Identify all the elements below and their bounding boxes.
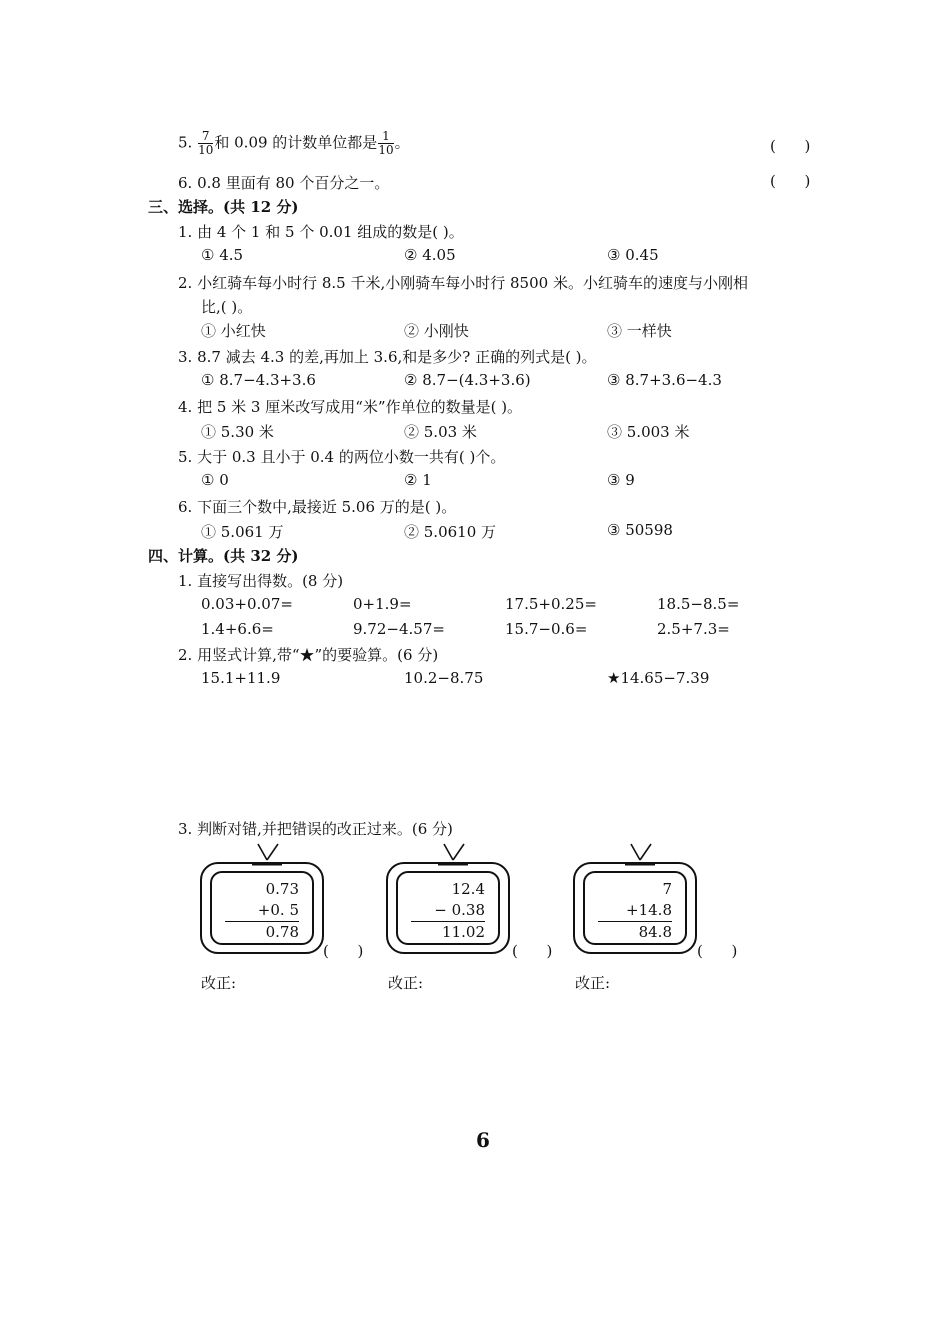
s3-q6-opt2[interactable]: ② 5.0610 万 [404, 523, 497, 541]
q5-answer-paren[interactable]: ( ) [770, 137, 811, 155]
tv-box-3 [573, 862, 697, 954]
s4-q3: 3. 判断对错,并把错误的改正过来。(6 分) [178, 820, 453, 838]
vertical-calc: 0.73 +0. 5 0.78 [212, 879, 312, 943]
box2-answer-paren[interactable]: ( ) [512, 942, 553, 960]
s3-q4-opt3[interactable]: ③ 5.003 米 [607, 423, 690, 441]
fix-label: 改正: [388, 974, 424, 992]
calc-item: 0.03+0.07= [201, 595, 293, 613]
q5-text: 和 0.09 的计数单位都是 [214, 133, 378, 152]
s3-q2-opt3[interactable]: ③ 一样快 [607, 322, 672, 340]
box1-answer-paren[interactable]: ( ) [323, 942, 364, 960]
fraction-1-10: $\frac{1}{10}$ [378, 129, 394, 157]
judge-q6: 6. 0.8 里面有 80 个百分之一。 [178, 174, 390, 192]
s3-q5-opt2[interactable]: ② 1 [404, 471, 432, 489]
antenna-icon [438, 842, 468, 866]
s3-q1-opt2[interactable]: ② 4.05 [404, 246, 456, 264]
calc-item: 0+1.9= [353, 595, 412, 613]
s3-q4-opt1[interactable]: ① 5.30 米 [201, 423, 274, 441]
s3-q5-opt3[interactable]: ③ 9 [607, 471, 635, 489]
tv-box-1 [200, 862, 324, 954]
s3-q6-opt3[interactable]: ③ 50598 [607, 521, 673, 539]
s3-q6: 6. 下面三个数中,最接近 5.06 万的是( )。 [178, 498, 457, 516]
vertical-calc-item: 15.1+11.9 [201, 669, 281, 687]
calc-item: 2.5+7.3= [657, 620, 730, 638]
fix-label: 改正: [201, 974, 237, 992]
calc-item: 18.5−8.5= [657, 595, 740, 613]
s3-q3-opt2[interactable]: ② 8.7−(4.3+3.6) [404, 371, 531, 389]
s3-q1-opt1[interactable]: ① 4.5 [201, 246, 244, 264]
calc-item: 15.7−0.6= [505, 620, 588, 638]
s3-q4-opt2[interactable]: ② 5.03 米 [404, 423, 477, 441]
antenna-icon [252, 842, 282, 866]
s3-q3-opt1[interactable]: ① 8.7−4.3+3.6 [201, 371, 316, 389]
calc-item: 1.4+6.6= [201, 620, 274, 638]
s4-q1: 1. 直接写出得数。(8 分) [178, 572, 344, 590]
page-number: 6 [476, 1128, 490, 1152]
s3-q3-opt3[interactable]: ③ 8.7+3.6−4.3 [607, 371, 722, 389]
vertical-calc-item: 10.2−8.75 [404, 669, 484, 687]
antenna-icon [625, 842, 655, 866]
fraction-7-10: $\frac{7}{10}$ [198, 129, 214, 157]
s3-q2: 2. 小红骑车每小时行 8.5 千米,小刚骑车每小时行 8500 米。小红骑车的速度与小刚相 [178, 274, 748, 292]
s3-q6-opt1[interactable]: ① 5.061 万 [201, 523, 284, 541]
vertical-calc: 12.4 − 0.38 11.02 [398, 879, 498, 943]
s4-q2: 2. 用竖式计算,带“★”的要验算。(6 分) [178, 646, 439, 664]
q5-number: 5. [178, 133, 193, 152]
fix-label: 改正: [575, 974, 611, 992]
s3-q2-line2: 比,( )。 [201, 298, 253, 316]
s3-q5: 5. 大于 0.3 且小于 0.4 的两位小数一共有( )个。 [178, 448, 506, 466]
vertical-calc: 7 +14.8 84.8 [585, 879, 685, 943]
s3-q1: 1. 由 4 个 1 和 5 个 0.01 组成的数是( )。 [178, 223, 464, 241]
judge-q5: 5. $\frac{7}{10}$ 和 0.09 的计数单位都是 $\frac{1}{10}$ 。 [178, 129, 410, 157]
vertical-calc-item: ★14.65−7.39 [607, 669, 710, 687]
calc-item: 9.72−4.57= [353, 620, 445, 638]
s3-q2-opt2[interactable]: ② 小刚快 [404, 322, 469, 340]
s3-q2-opt1[interactable]: ① 小红快 [201, 322, 266, 340]
s3-q1-opt3[interactable]: ③ 0.45 [607, 246, 659, 264]
tv-box-2 [386, 862, 510, 954]
calc-item: 17.5+0.25= [505, 595, 597, 613]
s3-q4: 4. 把 5 米 3 厘米改写成用“米”作单位的数量是( )。 [178, 398, 523, 416]
q6-answer-paren[interactable]: ( ) [770, 172, 811, 190]
section3-title: 三、选择。(共 12 分) [148, 198, 299, 216]
box3-answer-paren[interactable]: ( ) [697, 942, 738, 960]
section4-title: 四、计算。(共 32 分) [148, 547, 299, 565]
s3-q3: 3. 8.7 减去 4.3 的差,再加上 3.6,和是多少? 正确的列式是( )。 [178, 348, 597, 366]
s3-q5-opt1[interactable]: ① 0 [201, 471, 229, 489]
